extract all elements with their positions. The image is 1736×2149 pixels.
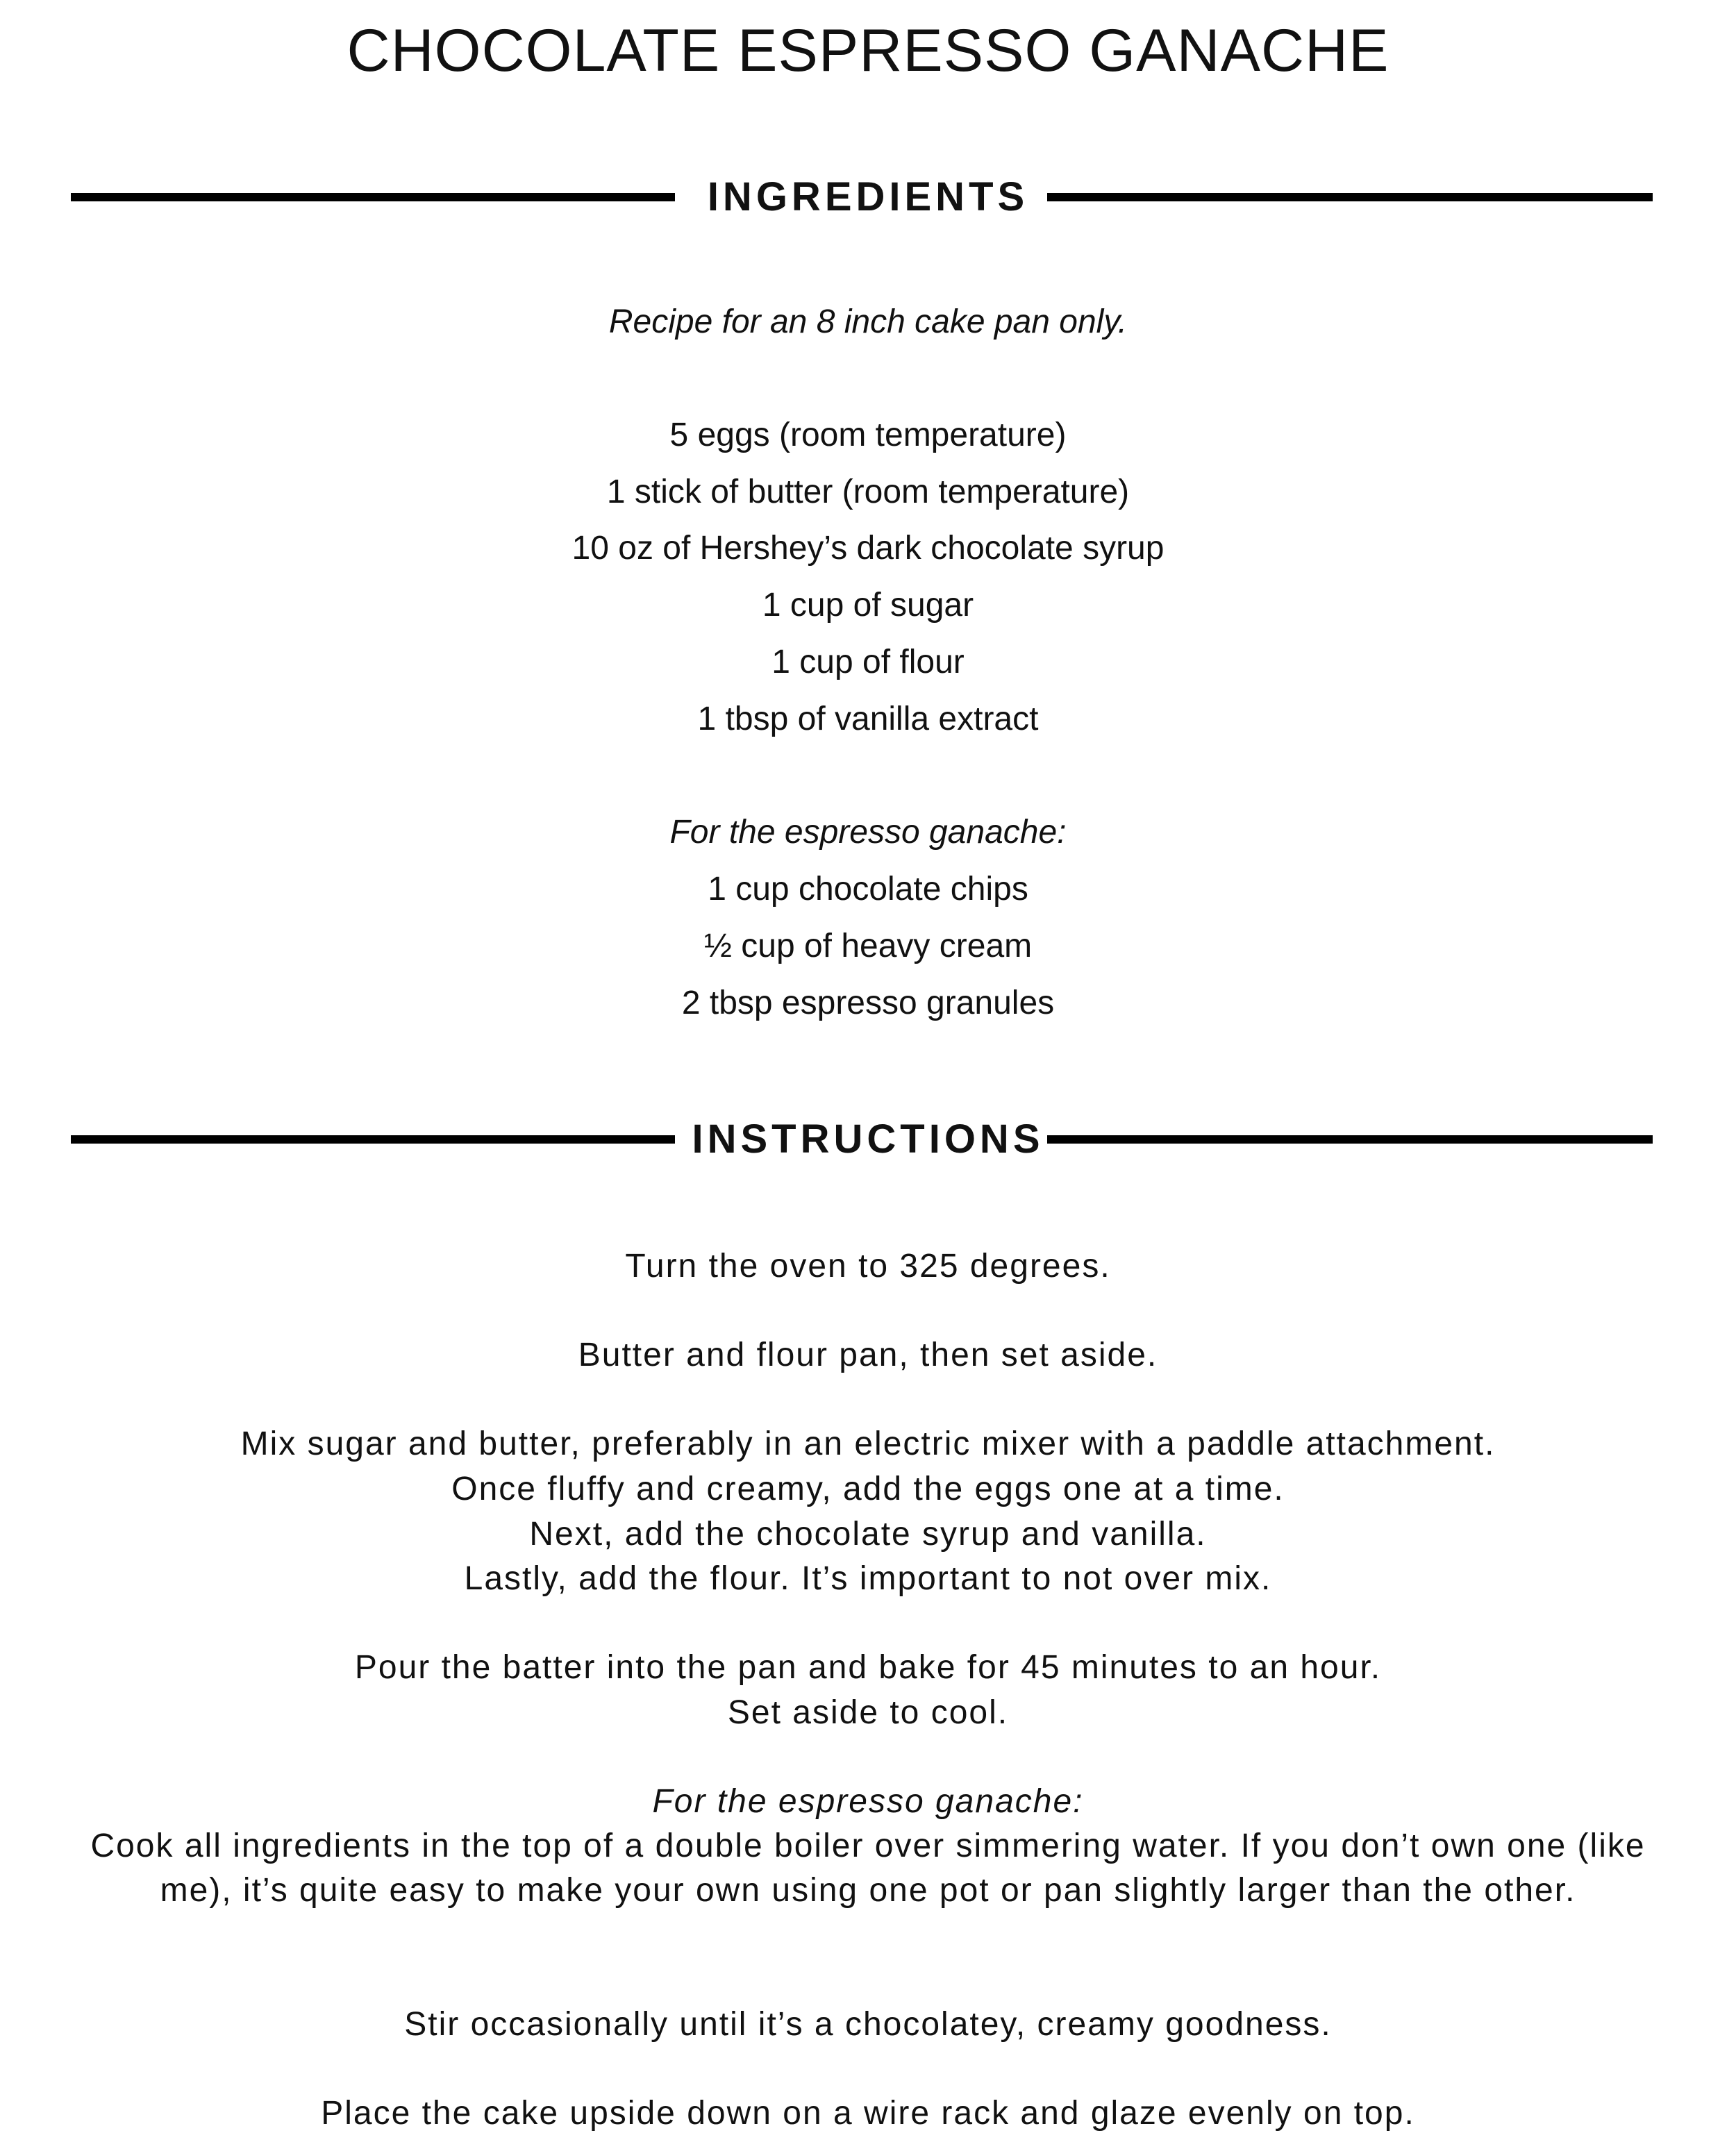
instruction-step: Mix sugar and butter, preferably in an electric mixer with a paddle attachment. (240, 1425, 1496, 1462)
divider-line-right (1047, 1135, 1653, 1144)
pan-size-note: Recipe for an 8 inch cake pan only. (608, 303, 1128, 340)
instruction-step: Cook all ingredients in the top of a double boiler over simmering water. If you don’t own one (like me), it’s quite easy to make your own using one pot or pan slightly larger than the other. (90, 1828, 1646, 1909)
instructions-heading: INSTRUCTIONS (692, 1117, 1044, 1162)
instructions-section-header (0, 1112, 1736, 1167)
ingredient-item: 10 oz of Hershey’s dark chocolate syrup (571, 530, 1165, 567)
instruction-step: Lastly, add the flour. It’s important to not over mix. (464, 1560, 1272, 1597)
divider-line-right (1047, 193, 1653, 201)
ganache-ingredient-item: 2 tbsp espresso granules (681, 985, 1055, 1021)
instruction-step: Turn the oven to 325 degrees. (625, 1248, 1111, 1285)
ingredient-item: 1 cup of flour (771, 644, 965, 680)
instruction-step: Once fluffy and creamy, add the eggs one at a time. (451, 1471, 1285, 1507)
ingredient-item: 5 eggs (room temperature) (669, 417, 1067, 453)
instruction-step: Pour the batter into the pan and bake for 45 minutes to an hour. (354, 1649, 1382, 1686)
instruction-step: Stir occasionally until it’s a chocolatey, creamy goodness. (404, 2006, 1332, 2043)
ingredient-item: 1 cup of sugar (762, 587, 974, 624)
ingredient-item: 1 tbsp of vanilla extract (697, 701, 1039, 737)
ingredients-section-header (0, 169, 1736, 225)
ingredient-item: 1 stick of butter (room temperature) (606, 474, 1130, 510)
instruction-step: Next, add the chocolate syrup and vanilla. (529, 1516, 1207, 1553)
ganache-instructions-subheading: For the espresso ganache: (652, 1783, 1084, 1820)
ganache-ingredient-item: ½ cup of heavy cream (703, 928, 1033, 964)
ganache-subheading: For the espresso ganache: (669, 814, 1067, 851)
instruction-step: Set aside to cool. (727, 1694, 1009, 1731)
instruction-step: Butter and flour pan, then set aside. (578, 1337, 1158, 1373)
page-title: CHOCOLATE ESPRESSO GANACHE (347, 17, 1389, 84)
ganache-ingredient-item: 1 cup chocolate chips (708, 871, 1028, 908)
ingredients-heading: INGREDIENTS (707, 174, 1029, 219)
instruction-step: Place the cake upside down on a wire rack and glaze evenly on top. (321, 2095, 1415, 2132)
